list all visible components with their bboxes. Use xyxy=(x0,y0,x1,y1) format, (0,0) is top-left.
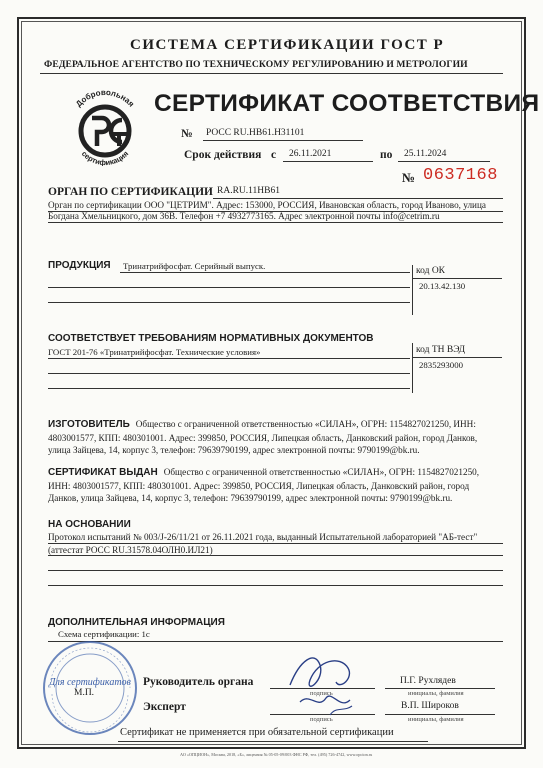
okp-box-left xyxy=(412,265,413,315)
organ-code: RA.RU.11HB61 xyxy=(217,186,280,196)
organ-line-1 xyxy=(48,211,503,212)
svg-text:сертификация xyxy=(80,149,130,166)
okp-label: код ОК xyxy=(416,266,446,276)
validity-label: Срок действия xyxy=(184,149,262,161)
expert-sign-caption: подпись xyxy=(310,716,333,723)
okp-label-underline xyxy=(412,278,502,279)
product-text: Тринатрийфосфат. Серийный выпуск. xyxy=(123,261,266,271)
from-date: 26.11.2021 xyxy=(289,149,332,159)
number-underline xyxy=(203,140,363,141)
expert-name-line xyxy=(385,714,495,715)
logo-bottom-text: сертификация xyxy=(79,149,131,166)
organ-code-underline xyxy=(213,198,503,199)
head-label: Руководитель органа xyxy=(143,676,254,688)
issued-paragraph xyxy=(48,466,500,505)
system-title: СИСТЕМА СЕРТИФИКАЦИИ ГОСТ Р xyxy=(130,37,445,53)
basis-line-4 xyxy=(48,585,503,586)
expert-name: В.П. Широков xyxy=(401,701,459,711)
certificate-number: РОСС RU.HB61.H31101 xyxy=(206,128,305,138)
issued-text: Общество с ограниченной ответственностью «СИЛАН», ОГРН: 1154827021250, ИНН: 4803001577, КПП: 480301001. Адрес: 399850, РОССИЯ, Липецкая область, Данковский район, город Данков, улица Зайцева, 14, корпус 3, телефон: 79639790199, адрес электронной почты: 9790199@bk.ru. xyxy=(48,467,480,503)
expert-name-caption: инициалы, фамилия xyxy=(408,716,464,723)
tnved-label: код ТН ВЭД xyxy=(416,345,466,355)
issued-label: СЕРТИФИКАТ ВЫДАН xyxy=(48,467,158,478)
signature-scribble xyxy=(270,640,380,720)
head-name-caption: инициалы, фамилия xyxy=(408,690,464,697)
certificate-title: СЕРТИФИКАТ СООТВЕТСТВИЯ xyxy=(154,90,540,117)
extra-text: Схема сертификации: 1с xyxy=(58,629,150,639)
tnved-label-underline xyxy=(412,357,502,358)
conforms-line-3 xyxy=(48,388,410,389)
basis-text: Протокол испытаний № 003/J-26/11/21 от 26.11.2021 года, выданный Испытательной лабораторией "АБ-тест" (аттестат РОСС RU.31578.04ОЛН0.ИЛ21) xyxy=(48,532,478,555)
header-divider xyxy=(40,73,503,74)
okp-value: 20.13.42.130 xyxy=(419,281,466,291)
logo-top-text: Добровольная xyxy=(74,88,136,109)
organ-text: Орган по сертификации ООО "ЦЕТРИМ". Адрес: 153000, РОССИЯ, Ивановская область, город Иваново, улица Богдана Хмельницкого, дом 36В. Телефон +7 4932773165. Адрес электронной почты info@cetrim.ru xyxy=(48,200,486,221)
basis-label: НА ОСНОВАНИИ xyxy=(48,519,131,530)
to-label: по xyxy=(380,149,393,161)
basis-line-2 xyxy=(48,555,503,556)
footer-rule xyxy=(118,741,428,742)
organ-line-2 xyxy=(48,222,503,223)
from-label: с xyxy=(271,149,277,161)
maker-text: Общество с ограниченной ответственностью «СИЛАН», ОГРН: 1154827021250, ИНН: 4803001577, КПП: 480301001. Адрес: 399850, РОССИЯ, Липецкая область, Данковский район, город Данков, улица Зайцева, 14, корпус 3, телефон: 79639790199, адрес электронной почты: 9790199@bk.ru. xyxy=(48,419,478,455)
number-label: № xyxy=(181,128,193,140)
conforms-label: СООТВЕТСТВУЕТ ТРЕБОВАНИЯМ НОРМАТИВНЫХ ДОКУМЕНТОВ xyxy=(48,333,374,344)
maker-paragraph xyxy=(48,418,500,457)
product-line-2 xyxy=(48,287,410,288)
conforms-line-1 xyxy=(48,358,410,359)
to-underline xyxy=(398,161,490,162)
product-line-3 xyxy=(48,302,410,303)
head-name: П.Г. Рухлядев xyxy=(400,676,456,686)
product-underline xyxy=(120,272,410,273)
basis-line-3 xyxy=(48,570,503,571)
basis-line-1 xyxy=(48,543,503,544)
maker-label: ИЗГОТОВИТЕЛЬ xyxy=(48,419,130,430)
extra-label: ДОПОЛНИТЕЛЬНАЯ ИНФОРМАЦИЯ xyxy=(48,617,225,628)
from-underline xyxy=(283,161,373,162)
conforms-text: ГОСТ 201-76 «Тринатрийфосфат. Технические условия» xyxy=(48,347,261,357)
rst-logo xyxy=(60,88,150,166)
organ-label: ОРГАН ПО СЕРТИФИКАЦИИ xyxy=(48,186,213,198)
printer-line: АО «ОПЦИОН», Москва, 2018, «Б», лицензия № 05-05-09/003 ФНС РФ, тел. (495) 726-4742, www.opcion.ru xyxy=(180,752,373,757)
blank-number: 0637168 xyxy=(423,166,498,185)
conforms-line-2 xyxy=(48,373,410,374)
tnved-box-left xyxy=(412,343,413,393)
agency-title: ФЕДЕРАЛЬНОЕ АГЕНТСТВО ПО ТЕХНИЧЕСКОМУ РЕГУЛИРОВАНИЮ И МЕТРОЛОГИИ xyxy=(44,59,468,70)
mp-label: М.П. xyxy=(74,688,95,698)
stamp-text: Для сертификатов xyxy=(49,677,131,688)
head-sign-caption: подпись xyxy=(310,690,333,697)
footer-note: Сертификат не применяется при обязательной сертификации xyxy=(120,727,394,738)
product-label: ПРОДУКЦИЯ xyxy=(48,260,111,271)
tnved-value: 2835293000 xyxy=(419,360,463,370)
blank-number-label: № xyxy=(402,170,416,185)
expert-label: Эксперт xyxy=(143,701,186,713)
to-date: 25.11.2024 xyxy=(404,149,447,159)
head-name-line xyxy=(385,688,495,689)
